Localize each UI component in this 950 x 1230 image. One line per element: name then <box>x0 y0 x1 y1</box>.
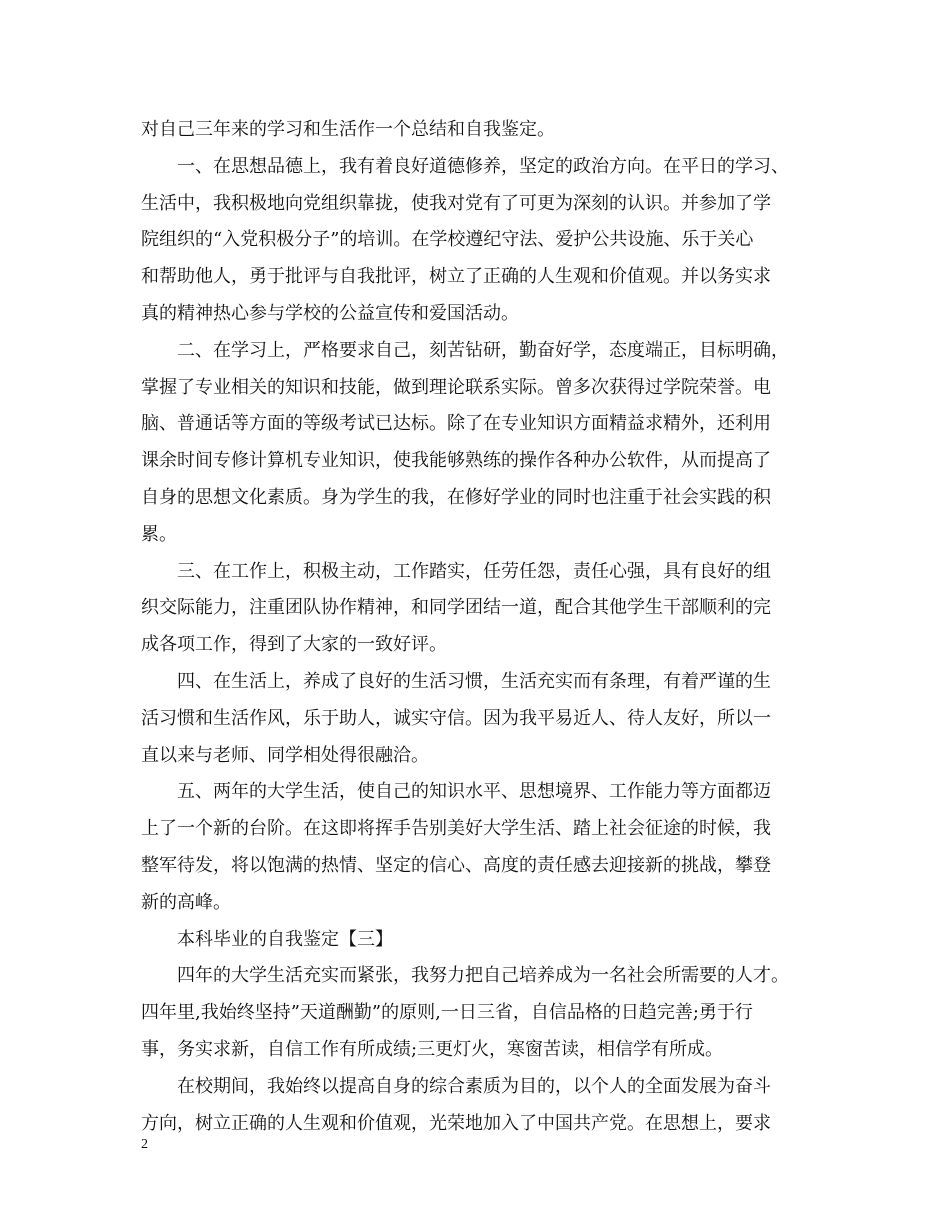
text-line: 生活中，我积极地向党组织靠拢，使我对党有了可更为深刻的认识。并参加了学 <box>141 192 771 214</box>
text-line: 四年里,我始终坚持”天道酬勤”的原则,一日三省，自信品格的日趋完善;勇于行 <box>141 1002 753 1024</box>
text-line: 新的高峰。 <box>141 891 231 913</box>
text-line: 在校期间，我始终以提高自身的综合素质为目的，以个人的全面发展为奋斗 <box>177 1075 771 1097</box>
text-line: 四、在生活上，养成了良好的生活习惯，生活充实而有条理，有着严谨的生 <box>177 670 771 692</box>
text-line: 脑、普通话等方面的等级考试已达标。除了在专业知识方面精益求精外，还利用 <box>141 413 771 435</box>
text-line: 三、在工作上，积极主动，工作踏实，任劳任怨，责任心强，具有良好的组 <box>177 560 771 582</box>
text-line: 四年的大学生活充实而紧张，我努力把自己培养成为一名社会所需要的人才。 <box>177 965 789 987</box>
text-line: 对自己三年来的学习和生活作一个总结和自我鉴定。 <box>141 119 555 140</box>
text-line: 方向，树立正确的人生观和价值观，光荣地加入了中国共产党。在思想上，要求 <box>141 1112 771 1134</box>
text-line: 一、在思想品德上，我有着良好道德修养，坚定的政治方向。在平日的学习、 <box>177 155 789 177</box>
text-line: 直以来与老师、同学相处得很融洽。 <box>141 744 429 766</box>
text-line: 上了一个新的台阶。在这即将挥手告别美好大学生活、踏上社会征途的时候，我 <box>141 818 771 840</box>
text-line: 自身的思想文化素质。身为学生的我，在修好学业的同时也注重于社会实践的积 <box>141 486 771 508</box>
text-line: 课余时间专修计算机专业知识，使我能够熟练的操作各种办公软件，从而提高了 <box>141 450 771 472</box>
text-line: 院组织的“入党积极分子”的培训。在学校遵纪守法、爱护公共设施、乐于关心 <box>141 229 754 251</box>
text-line: 累。 <box>141 523 177 545</box>
text-line: 活习惯和生活作风，乐于助人，诚实守信。因为我平易近人、待人友好，所以一 <box>141 707 771 729</box>
section-heading: 本科毕业的自我鉴定【三】 <box>177 928 393 950</box>
text-line: 成各项工作，得到了大家的一致好评。 <box>141 634 447 656</box>
text-line: 二、在学习上，严格要求自己，刻苦钻研，勤奋好学，态度端正，目标明确， <box>177 339 789 361</box>
text-line: 整军待发，将以饱满的热情、坚定的信心、高度的责任感去迎接新的挑战，攀登 <box>141 854 771 876</box>
text-line: 掌握了专业相关的知识和技能，做到理论联系实际。曾多次获得过学院荣誉。电 <box>141 376 771 398</box>
text-line: 真的精神热心参与学校的公益宣传和爱国活动。 <box>141 302 519 324</box>
page-number: 2 <box>141 1137 148 1152</box>
text-line: 织交际能力，注重团队协作精神，和同学团结一道，配合其他学生干部顺利的完 <box>141 597 771 619</box>
document-body <box>141 112 813 1142</box>
text-line: 五、两年的大学生活，使自己的知识水平、思想境界、工作能力等方面都迈 <box>177 781 771 803</box>
text-line: 和帮助他人，勇于批评与自我批评，树立了正确的人生观和价值观。并以务实求 <box>141 266 771 288</box>
text-line: 事，务实求新，自信工作有所成绩;三更灯火，寒窗苦读，相信学有所成。 <box>141 1038 724 1060</box>
